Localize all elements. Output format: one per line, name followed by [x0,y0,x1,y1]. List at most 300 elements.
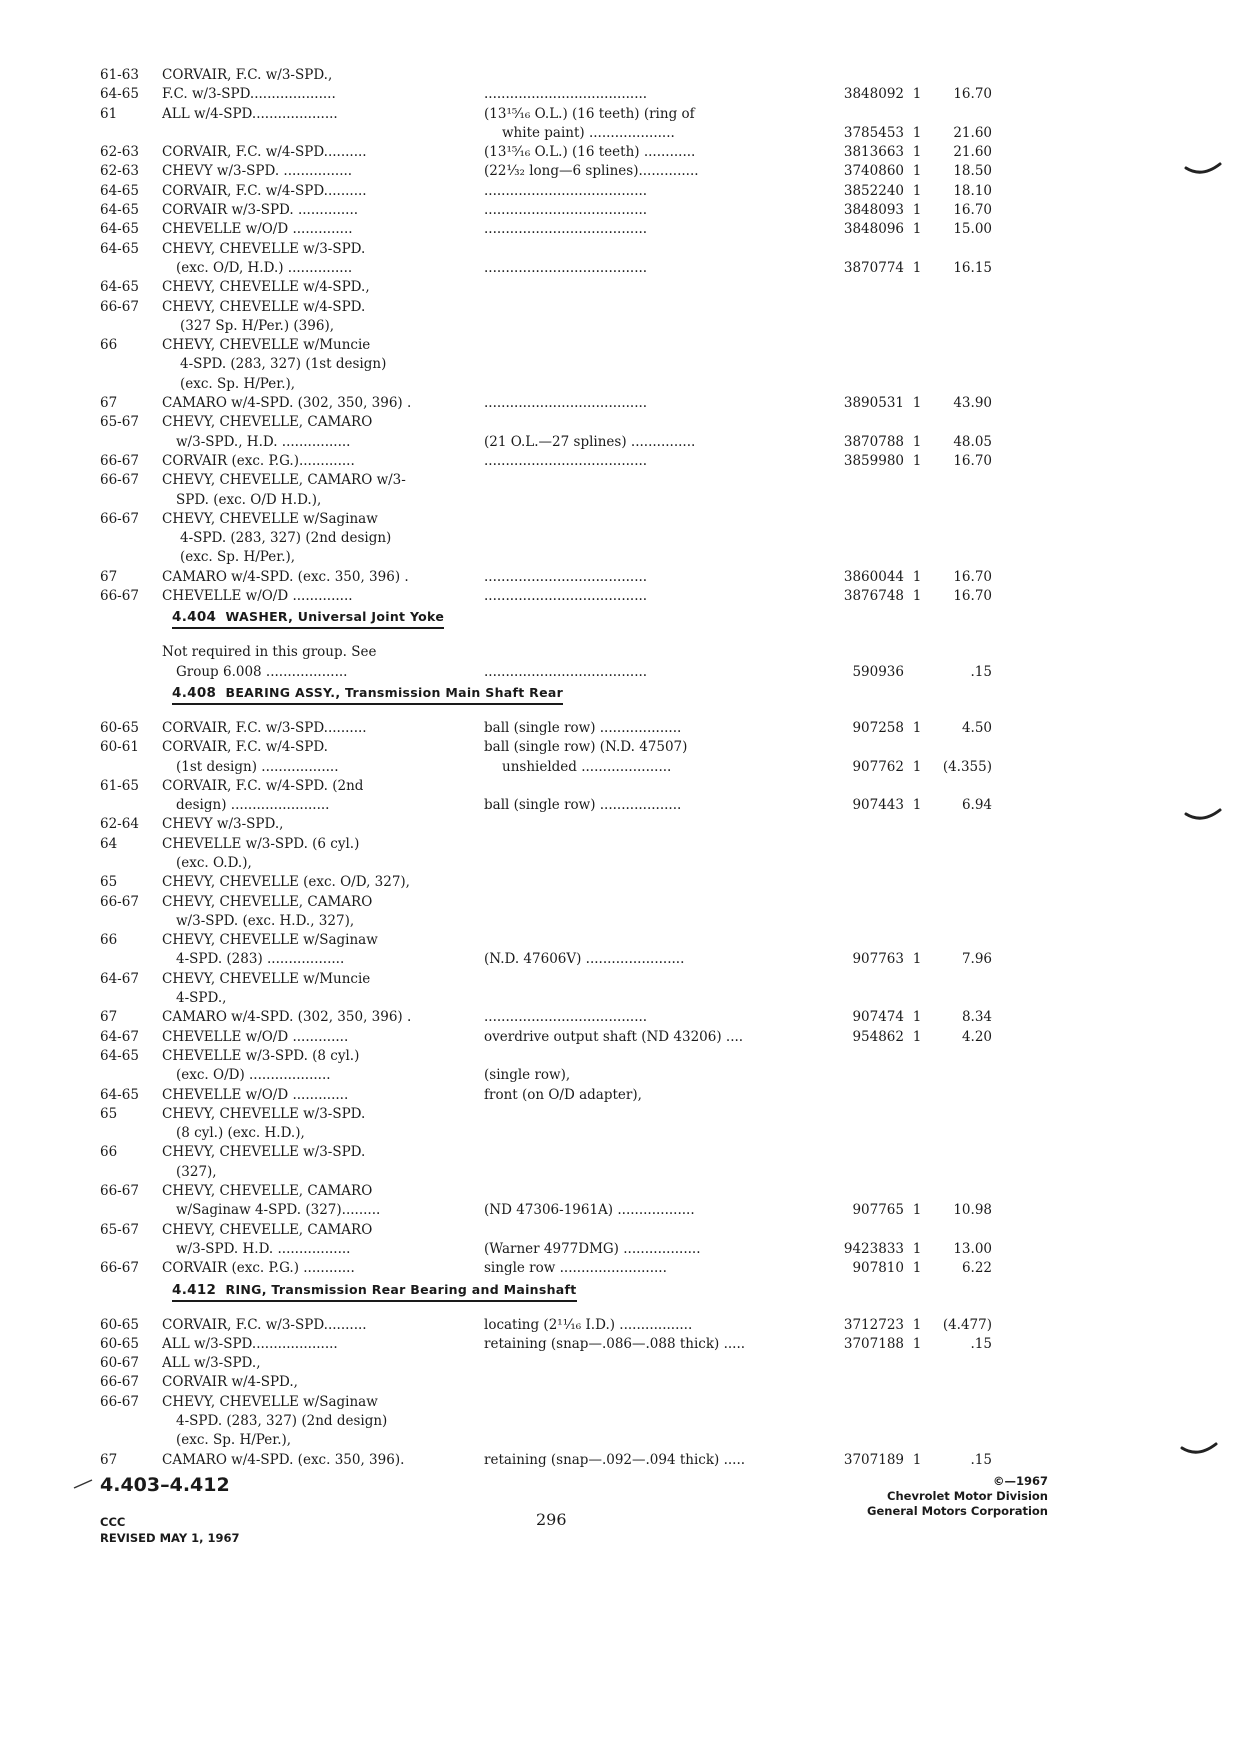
part-row [0,1221,1248,1240]
description: ...................................... [484,568,648,585]
model-years: 64-65 [100,202,139,219]
section-range: 4.403–4.412 [100,1474,230,1496]
model-years: 66-67 [100,510,139,527]
list-price: 21.60 [953,124,992,141]
description: ...................................... [484,259,648,276]
application: 4-SPD. (283, 327) (1st design) [180,356,387,373]
part-row [0,1201,1248,1220]
part-number: 3859980 [843,452,904,469]
list-price: 7.96 [961,951,992,968]
description: locating (2¹¹⁄₁₆ I.D.) ................. [484,1316,693,1333]
publisher-block [800,1474,1048,1519]
quantity: 1 [912,163,922,180]
part-row [0,298,1248,317]
part-row [0,719,1248,738]
part-number: 3852240 [843,182,904,199]
description: ball (single row) (N.D. 47507) [484,739,688,756]
model-years: 65-67 [100,1221,139,1238]
part-row [0,1259,1248,1278]
application: CHEVY w/3-SPD. ................ [162,163,353,180]
model-years: 62-63 [100,163,139,180]
application: CAMARO w/4-SPD. (302, 350, 396) . [162,395,412,412]
description: white paint) .................... [502,124,675,141]
application: w/3-SPD., H.D. ................ [176,433,351,450]
part-row [0,1066,1248,1085]
application: Group 6.008 ................... [176,663,348,680]
model-years: 64-67 [100,970,139,987]
list-price: 16.70 [953,452,992,469]
part-row [0,1412,1248,1431]
list-price: 18.10 [953,182,992,199]
model-years: 66 [100,1144,118,1161]
part-row [0,413,1248,432]
spacer [0,705,1248,719]
description: ...................................... [484,395,648,412]
quantity: 1 [912,1240,922,1257]
model-years: 65-67 [100,414,139,431]
part-number: 907763 [852,951,904,968]
application: CORVAIR, F.C. w/3-SPD.......... [162,1316,367,1333]
part-row [0,452,1248,471]
part-row [0,433,1248,452]
part-row [0,1335,1248,1354]
part-row [0,85,1248,104]
list-price: (4.355) [942,758,992,775]
part-row [0,510,1248,529]
application: CHEVY, CHEVELLE w/4-SPD., [162,279,370,296]
application: CHEVY, CHEVELLE w/3-SPD. [162,240,366,257]
list-price: 18.50 [953,163,992,180]
quantity: 1 [912,1335,922,1352]
application: Not required in this group. See [162,644,377,661]
quantity: 1 [912,202,922,219]
part-row [0,124,1248,143]
model-years: 61-63 [100,67,139,83]
part-row [0,758,1248,777]
application: CAMARO w/4-SPD. (302, 350, 396) . [162,1009,412,1026]
list-price: 10.98 [953,1202,992,1219]
application: ALL w/3-SPD.................... [162,1335,338,1352]
application: 4-SPD. (283, 327) (2nd design) [176,1413,388,1429]
list-price: 15.00 [953,221,992,238]
model-years: 60-65 [100,1335,139,1352]
application: (exc. O/D) ................... [176,1067,331,1084]
quantity: 1 [912,86,922,103]
part-row [0,1373,1248,1392]
application: CHEVELLE w/3-SPD. (8 cyl.) [162,1047,360,1064]
application: CAMARO w/4-SPD. (exc. 350, 396). [162,1451,405,1468]
application: CAMARO w/4-SPD. (exc. 350, 396) . [162,568,409,585]
application: CHEVY, CHEVELLE w/4-SPD. [162,298,366,315]
part-row [0,873,1248,892]
description: ...................................... [484,202,648,219]
model-years: 66 [100,337,118,354]
part-number: 3712723 [843,1316,904,1333]
division-name: Chevrolet Motor Division [887,1489,1048,1503]
part-row [0,1124,1248,1143]
list-price: .15 [970,1451,992,1468]
description: unshielded ..................... [502,758,672,775]
quantity: 1 [912,1028,922,1045]
model-years: 67 [100,395,118,412]
application: CORVAIR, F.C. w/4-SPD.......... [162,182,367,199]
group-heading-text [172,684,563,705]
quantity: 1 [912,1316,922,1333]
list-price: 16.70 [953,588,992,605]
part-row [0,143,1248,162]
part-row [0,548,1248,567]
description: (21 O.L.—27 splines) ............... [484,433,696,450]
part-row [0,375,1248,394]
quantity: 1 [912,182,922,199]
list-price: 16.70 [953,86,992,103]
model-years: 66-67 [100,893,139,910]
application: CORVAIR (exc. P.G.)............. [162,452,355,469]
part-row [0,1047,1248,1066]
list-price: 21.60 [953,144,992,161]
model-years: 64-67 [100,1028,139,1045]
list-price: 4.20 [961,1028,992,1045]
application: w/3-SPD. (exc. H.D., 327), [176,912,355,929]
group-label: RING, Transmission Rear Bearing and Mainshaft [225,1281,577,1297]
application: CHEVY, CHEVELLE, CAMARO [162,1221,373,1238]
corporation-name: General Motors Corporation [867,1504,1048,1518]
list-price: 16.70 [953,202,992,219]
model-years: 67 [100,568,118,585]
description: ...................................... [484,1009,648,1026]
part-row [0,1008,1248,1027]
part-row [0,777,1248,796]
parts-list [0,66,1248,1470]
application: w/3-SPD. H.D. ................. [176,1240,351,1257]
part-row [0,950,1248,969]
list-price: 16.70 [953,568,992,585]
description: single row ......................... [484,1260,667,1277]
part-row [0,259,1248,278]
description: ...................................... [484,86,648,103]
model-years: 67 [100,1009,118,1026]
part-row [0,643,1248,662]
part-number: 590936 [852,663,904,680]
application: CORVAIR, F.C. w/4-SPD. [162,739,328,756]
application: CHEVY, CHEVELLE w/Saginaw [162,510,378,527]
part-row [0,1451,1248,1470]
group-number: 4.404 [172,609,217,626]
revision-block [100,1514,240,1546]
model-years: 64-65 [100,1086,139,1103]
application: (327 Sp. H/Per.) (396), [180,317,334,334]
application: (exc. Sp. H/Per.), [176,1432,292,1449]
copyright-notice: ©—1967 [992,1474,1048,1488]
part-number: 907765 [852,1202,904,1219]
application: ALL w/3-SPD., [162,1355,261,1372]
quantity: 1 [912,1451,922,1468]
application: CORVAIR, F.C. w/4-SPD. (2nd [162,777,364,794]
quantity: 1 [912,1009,922,1026]
list-price: 13.00 [953,1240,992,1257]
application: CHEVELLE w/O/D .............. [162,221,353,238]
part-row [0,912,1248,931]
description: (13¹⁵⁄₁₆ O.L.) (16 teeth) ............ [484,144,696,161]
part-row [0,663,1248,682]
application: (8 cyl.) (exc. H.D.), [176,1125,305,1142]
model-years: 66 [100,932,118,949]
part-row [0,1086,1248,1105]
quantity: 1 [912,144,922,161]
spacer [0,629,1248,643]
application: CHEVY, CHEVELLE (exc. O/D, 327), [162,874,410,891]
list-price: .15 [970,663,992,680]
part-number: 907258 [852,719,904,736]
application: CORVAIR, F.C. w/3-SPD.......... [162,719,367,736]
part-number: 3870788 [843,433,904,450]
model-years: 62-64 [100,816,139,833]
model-years: 66-67 [100,588,139,605]
application: CHEVELLE w/O/D .............. [162,588,353,605]
quantity: 1 [912,395,922,412]
group-number: 4.412 [172,1281,217,1298]
margin-check-mark [1184,160,1224,180]
part-number: 907762 [852,758,904,775]
application: SPD. (exc. O/D H.D.), [176,491,322,508]
description: ...................................... [484,452,648,469]
application: 4-SPD. (283) .................. [176,951,345,968]
margin-pencil-mark [72,1478,96,1490]
part-row [0,1354,1248,1373]
model-years: 60-65 [100,719,139,736]
part-row [0,1163,1248,1182]
model-years: 64-65 [100,1047,139,1064]
part-row [0,317,1248,336]
part-row [0,201,1248,220]
group-heading-text [172,1281,577,1302]
part-row [0,278,1248,297]
part-row [0,893,1248,912]
group-label: WASHER, Universal Joint Yoke [225,609,445,625]
catalog-code: CCC [100,1515,126,1529]
description: ...................................... [484,588,648,605]
part-row [0,738,1248,757]
model-years: 64 [100,835,118,852]
group-heading [0,1279,1248,1302]
part-row [0,854,1248,873]
application: CHEVY, CHEVELLE w/3-SPD. [162,1105,366,1122]
group-heading [0,682,1248,705]
part-row [0,796,1248,815]
application: (exc. O.D.), [176,854,252,871]
application: (327), [176,1163,217,1180]
application: ALL w/4-SPD.................... [162,105,338,122]
part-row [0,220,1248,239]
part-row [0,815,1248,834]
part-row [0,1316,1248,1335]
part-number: 907474 [852,1009,904,1026]
page-number: 296 [536,1510,567,1529]
application: CHEVELLE w/3-SPD. (6 cyl.) [162,835,360,852]
model-years: 66-67 [100,452,139,469]
model-years: 60-67 [100,1355,139,1372]
part-row [0,336,1248,355]
part-number: 3785453 [843,124,904,141]
part-row [0,105,1248,124]
part-row [0,1182,1248,1201]
part-number: 3860044 [843,568,904,585]
part-number: 3890531 [843,395,904,412]
description: ball (single row) ................... [484,797,682,814]
part-number: 3848093 [843,202,904,219]
description: (ND 47306-1961A) .................. [484,1202,695,1219]
part-row [0,471,1248,490]
part-row [0,240,1248,259]
application: CHEVY, CHEVELLE w/Saginaw [162,932,378,949]
part-number: 907443 [852,797,904,814]
part-row [0,162,1248,181]
application: (1st design) .................. [176,758,339,775]
model-years: 65 [100,1105,118,1122]
application: CORVAIR, F.C. w/4-SPD.......... [162,144,367,161]
part-row [0,1431,1248,1450]
quantity: 1 [912,433,922,450]
part-number: 3848092 [843,86,904,103]
spacer [0,1302,1248,1316]
list-price: 6.22 [961,1260,992,1277]
part-row [0,970,1248,989]
application: F.C. w/3-SPD.................... [162,86,336,103]
part-number: 3876748 [843,588,904,605]
list-price: 48.05 [953,433,992,450]
model-years: 66-67 [100,1393,139,1410]
part-number: 954862 [852,1028,904,1045]
model-years: 61 [100,105,118,122]
list-price: .15 [970,1335,992,1352]
description: ...................................... [484,182,648,199]
application: 4-SPD., [176,990,227,1007]
application: CHEVY, CHEVELLE, CAMARO [162,1183,373,1200]
description: retaining (snap—.086—.088 thick) ..... [484,1335,746,1352]
application: CHEVELLE w/O/D ............. [162,1028,349,1045]
part-number: 3707188 [843,1335,904,1352]
application: CHEVY w/3-SPD., [162,816,284,833]
part-row [0,835,1248,854]
model-years: 65 [100,874,118,891]
list-price: 16.15 [953,259,992,276]
model-years: 66-67 [100,1183,139,1200]
part-row [0,1028,1248,1047]
part-number: 3707189 [843,1451,904,1468]
quantity: 1 [912,797,922,814]
description: ...................................... [484,663,648,680]
quantity: 1 [912,758,922,775]
part-number: 3740860 [843,163,904,180]
application: design) ....................... [176,797,330,814]
quantity: 1 [912,719,922,736]
part-row [0,1240,1248,1259]
description: (13¹⁵⁄₁₆ O.L.) (16 teeth) (ring of [484,105,695,122]
part-row [0,1393,1248,1412]
model-years: 64-65 [100,86,139,103]
application: (exc. Sp. H/Per.), [180,375,296,392]
quantity: 1 [912,259,922,276]
part-row [0,1105,1248,1124]
quantity: 1 [912,1202,922,1219]
list-price: 4.50 [961,719,992,736]
quantity: 1 [912,452,922,469]
model-years: 67 [100,1451,118,1468]
part-row [0,182,1248,201]
model-years: 64-65 [100,182,139,199]
description: (Warner 4977DMG) .................. [484,1240,701,1257]
quantity: 1 [912,568,922,585]
application: CHEVELLE w/O/D ............. [162,1086,349,1103]
part-row [0,355,1248,374]
model-years: 64-65 [100,240,139,257]
part-row [0,989,1248,1008]
part-row [0,529,1248,548]
model-years: 66-67 [100,472,139,489]
description: overdrive output shaft (ND 43206) .... [484,1028,744,1045]
part-number: 907810 [852,1260,904,1277]
application: CORVAIR, F.C. w/3-SPD., [162,67,333,83]
part-number: 3813663 [843,144,904,161]
list-price: 6.94 [961,797,992,814]
application: CHEVY, CHEVELLE w/Muncie [162,970,371,987]
description: front (on O/D adapter), [484,1086,642,1103]
application: CORVAIR w/3-SPD. .............. [162,202,359,219]
description: retaining (snap—.092—.094 thick) ..... [484,1451,746,1468]
part-row [0,931,1248,950]
part-row [0,491,1248,510]
list-price: 43.90 [953,395,992,412]
revision-date: REVISED MAY 1, 1967 [100,1531,240,1545]
description: (22⅓₂ long—6 splines).............. [484,163,699,180]
application: CORVAIR w/4-SPD., [162,1374,298,1391]
group-label: BEARING ASSY., Transmission Main Shaft Rear [225,684,564,700]
margin-check-mark [1184,806,1224,826]
model-years: 64-65 [100,279,139,296]
model-years: 60-65 [100,1316,139,1333]
application: (exc. O/D, H.D.) ............... [176,259,353,276]
part-row [0,1143,1248,1162]
group-number: 4.408 [172,684,217,701]
part-row [0,394,1248,413]
model-years: 66-67 [100,298,139,315]
application: CHEVY, CHEVELLE, CAMARO [162,893,373,910]
group-heading-text [172,608,444,629]
part-row [0,66,1248,85]
quantity: 1 [912,1260,922,1277]
quantity: 1 [912,951,922,968]
description: ...................................... [484,221,648,238]
application: CHEVY, CHEVELLE w/Muncie [162,337,371,354]
part-number: 9423833 [843,1240,904,1257]
group-heading [0,606,1248,629]
application: CHEVY, CHEVELLE w/Saginaw [162,1393,378,1410]
quantity: 1 [912,221,922,238]
description: (single row), [484,1067,571,1084]
model-years: 61-65 [100,777,139,794]
part-row [0,568,1248,587]
part-number: 3870774 [843,259,904,276]
application: 4-SPD. (283, 327) (2nd design) [180,530,392,547]
part-row [0,587,1248,606]
model-years: 60-61 [100,739,139,756]
application: w/Saginaw 4-SPD. (327)......... [176,1202,381,1219]
application: CHEVY, CHEVELLE, CAMARO [162,414,373,431]
quantity: 1 [912,124,922,141]
part-number: 3848096 [843,221,904,238]
model-years: 62-63 [100,144,139,161]
model-years: 66-67 [100,1374,139,1391]
